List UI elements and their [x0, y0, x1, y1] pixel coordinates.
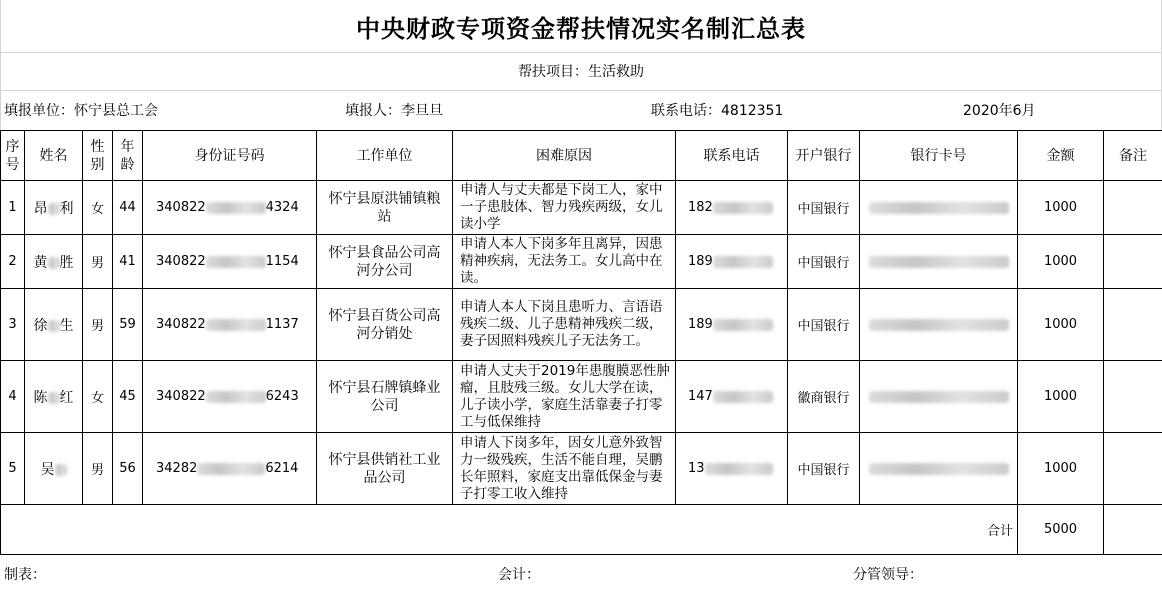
cell-gender: 男: [83, 433, 113, 505]
cell-phone: [676, 289, 788, 361]
cell-work: 怀宁县供销社工业品公司: [317, 433, 453, 505]
cell-note: [1104, 433, 1162, 505]
redaction-mark: [197, 463, 265, 475]
cell-reason: 申请人下岗多年，因女儿意外致智力一级残疾，生活不能自理，吴鹏长年照料，家庭支出靠低保金与妻子打零工收入维持: [453, 433, 676, 505]
redaction-mark: [869, 463, 1009, 475]
meta-reporter: 填报人：李旦旦: [345, 103, 443, 119]
cell-gender: 女: [83, 181, 113, 235]
header-card: 银行卡号: [860, 131, 1018, 181]
cell-amount: 1000: [1018, 289, 1104, 361]
cell-card: [860, 235, 1018, 289]
cell-phone: [676, 181, 788, 235]
cell-seq: 5: [1, 433, 25, 505]
cell-amount: 1000: [1018, 235, 1104, 289]
cell-reason: 申请人本人下岗多年且离异，因患精神疾病，无法务工。女儿高中在读。: [453, 235, 676, 289]
table-row: [1, 235, 1162, 289]
cell-card: [860, 181, 1018, 235]
cell-seq: 2: [1, 235, 25, 289]
redaction-mark: [48, 203, 60, 215]
redaction-mark: [869, 319, 1009, 331]
header-amount: 金额: [1018, 131, 1104, 181]
cell-note: [1104, 235, 1162, 289]
id-suffix: 1154: [265, 254, 299, 269]
cell-gender: 男: [83, 289, 113, 361]
id-prefix: 34282: [156, 461, 198, 476]
cell-bank: 中国银行: [788, 433, 860, 505]
id-prefix: 340822: [156, 389, 206, 404]
table-row: [1, 289, 1162, 361]
table-row: [1, 361, 1162, 433]
meta-date: 2020年6月: [963, 103, 1036, 119]
header-note: 备注: [1104, 131, 1162, 181]
cell-name: [25, 289, 83, 361]
cell-id: [143, 433, 317, 505]
redaction-mark: [869, 256, 1009, 268]
cell-amount: 1000: [1018, 433, 1104, 505]
table-row: [1, 433, 1162, 505]
cell-work: 怀宁县百货公司高河分销处: [317, 289, 453, 361]
phone-prefix: 13: [688, 461, 705, 476]
name-first: 黄: [33, 254, 48, 271]
cell-note: [1104, 289, 1162, 361]
cell-name: [25, 235, 83, 289]
table-row: [1, 181, 1162, 235]
cell-gender: 男: [83, 235, 113, 289]
cell-seq: 4: [1, 361, 25, 433]
redaction-mark: [206, 319, 266, 331]
redaction-mark: [206, 256, 266, 268]
cell-reason: 申请人本人下岗且患听力、言语语残疾二级、儿子患精神残疾二级，妻子因照料残疾儿子无法务工。: [453, 289, 676, 361]
cell-amount: 1000: [1018, 361, 1104, 433]
footer-maker: 制表：: [4, 566, 46, 583]
phone-prefix: 189: [688, 317, 713, 332]
cell-work: 怀宁县食品公司高河分公司: [317, 235, 453, 289]
id-prefix: 340822: [156, 200, 206, 215]
cell-age: 44: [113, 181, 143, 235]
total-label: 合计: [1, 505, 1018, 555]
name-first: 徐: [33, 317, 48, 334]
cell-age: 41: [113, 235, 143, 289]
name-first: 昂: [33, 200, 48, 217]
id-suffix: 6243: [265, 389, 299, 404]
cell-seq: 1: [1, 181, 25, 235]
cell-name: [25, 361, 83, 433]
cell-id: [143, 181, 317, 235]
redaction-mark: [206, 391, 266, 403]
name-first: 吴: [40, 461, 55, 478]
id-suffix: 1137: [265, 317, 299, 332]
header-seq: 序号: [1, 131, 25, 181]
cell-phone: [676, 361, 788, 433]
header-bank: 开户银行: [788, 131, 860, 181]
cell-bank: 徽商银行: [788, 361, 860, 433]
header-age: 年龄: [113, 131, 143, 181]
cell-bank: 中国银行: [788, 181, 860, 235]
header-phone: 联系电话: [676, 131, 788, 181]
cell-card: [860, 433, 1018, 505]
footer-accountant: 会计：: [498, 566, 540, 583]
meta-unit: 填报单位：怀宁县总工会: [4, 103, 158, 119]
cell-id: [143, 235, 317, 289]
phone-prefix: 189: [688, 254, 713, 269]
cell-reason: 申请人与丈夫都是下岗工人，家中一子患肢体、智力残疾两级，女儿读小学: [453, 181, 676, 235]
header-work: 工作单位: [317, 131, 453, 181]
redaction-mark: [869, 202, 1009, 214]
total-note: [1104, 505, 1162, 555]
redaction-mark: [713, 319, 773, 331]
cell-gender: 女: [83, 361, 113, 433]
cell-amount: 1000: [1018, 181, 1104, 235]
cell-card: [860, 361, 1018, 433]
cell-reason: 申请人丈夫于2019年患腹膜恶性肿瘤，且肢残三级。女儿大学在读，儿子读小学，家庭生活靠妻子打零工与低保维持: [453, 361, 676, 433]
cell-id: [143, 361, 317, 433]
redaction-mark: [713, 256, 773, 268]
cell-seq: 3: [1, 289, 25, 361]
header-name: 姓名: [25, 131, 83, 181]
redaction-mark: [713, 202, 773, 214]
cell-phone: [676, 433, 788, 505]
name-last: 胜: [59, 254, 74, 271]
cell-name: [25, 433, 83, 505]
id-prefix: 340822: [156, 254, 206, 269]
name-last: 红: [59, 389, 74, 406]
meta-phone: 联系电话：4812351: [651, 103, 784, 119]
header-gender: 性别: [83, 131, 113, 181]
id-suffix: 4324: [265, 200, 299, 215]
redaction-mark: [869, 391, 1009, 403]
name-last: 生: [59, 317, 74, 334]
redaction-mark: [705, 463, 773, 475]
cell-age: 56: [113, 433, 143, 505]
id-prefix: 340822: [156, 317, 206, 332]
cell-work: 怀宁县石牌镇蜂业公司: [317, 361, 453, 433]
phone-prefix: 147: [688, 389, 713, 404]
summary-table: [0, 130, 1162, 555]
redaction-mark: [48, 257, 60, 269]
total-row: [1, 505, 1162, 555]
cell-name: [25, 181, 83, 235]
sheet-title: 中央财政专项资金帮扶情况实名制汇总表: [356, 13, 806, 43]
cell-age: 45: [113, 361, 143, 433]
header-id: 身份证号码: [143, 131, 317, 181]
header-row: [1, 131, 1162, 181]
footer-leader: 分管领导：: [853, 566, 923, 583]
phone-prefix: 182: [688, 200, 713, 215]
cell-note: [1104, 361, 1162, 433]
redaction-mark: [206, 202, 266, 214]
header-reason: 困难原因: [453, 131, 676, 181]
cell-id: [143, 289, 317, 361]
redaction-mark: [713, 391, 773, 403]
cell-bank: 中国银行: [788, 235, 860, 289]
redaction-mark: [55, 464, 67, 476]
name-first: 陈: [33, 389, 48, 406]
project-subtitle: 帮扶项目：生活救助: [518, 64, 644, 80]
cell-age: 59: [113, 289, 143, 361]
redaction-mark: [48, 320, 60, 332]
cell-bank: 中国银行: [788, 289, 860, 361]
name-last: 利: [59, 200, 74, 217]
redaction-mark: [48, 392, 60, 404]
cell-card: [860, 289, 1018, 361]
cell-work: 怀宁县原洪铺镇粮站: [317, 181, 453, 235]
cell-phone: [676, 235, 788, 289]
id-suffix: 6214: [265, 461, 299, 476]
total-amount: 5000: [1018, 505, 1104, 555]
cell-note: [1104, 181, 1162, 235]
